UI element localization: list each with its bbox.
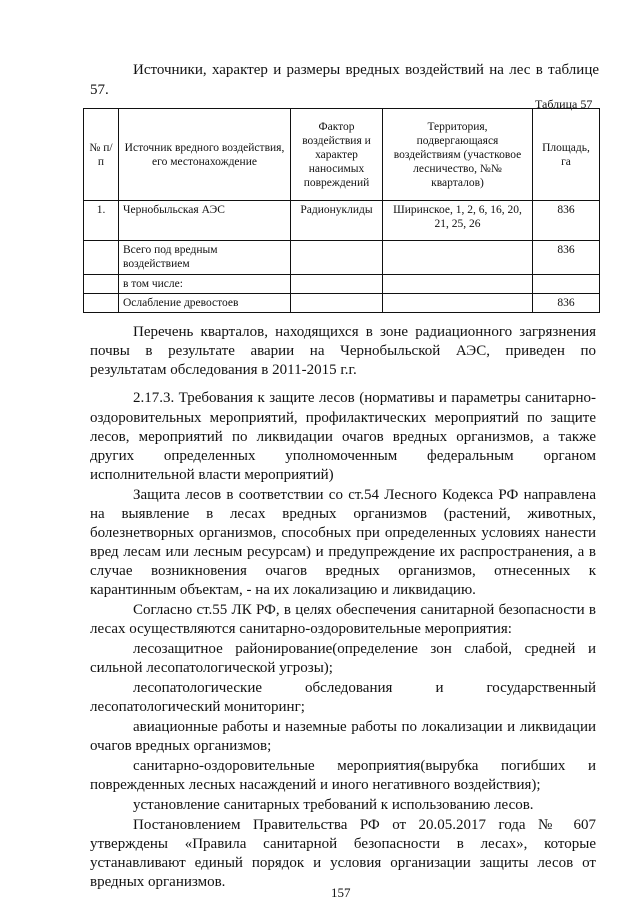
para-art55-line: Согласно ст.55 ЛК РФ, в целях обеспечения санитарной безопасности в	[133, 602, 596, 618]
total-territory	[383, 241, 533, 275]
para-decree-line: вредных организмов.	[90, 874, 226, 890]
measure-item: авиационные работы и наземные работы по локализации и ликвидации	[133, 719, 596, 735]
heading-line-2: 57.	[90, 82, 109, 98]
measure-item: лесозащитное районирование(определение зон слабой, средней и	[133, 641, 596, 657]
weakening-area: 836	[533, 294, 600, 313]
section-title-line: лесов, мероприятий по ликвидации очагов вредных организмов, а также	[90, 429, 596, 445]
heading-line-1: Источники, характер и размеры вредных воздействий на лес в таблице	[133, 62, 599, 78]
para-protection-line: на выявление в лесах вредных организмов (растений, животных,	[90, 506, 596, 522]
row1-territory: Ширинское, 1, 2, 6, 16, 20, 21, 25, 26	[383, 201, 533, 241]
weakening-label: Ослабление древостоев	[119, 294, 291, 313]
weakening-num	[84, 294, 119, 313]
total-label: Всего под вредным воздействием	[119, 241, 291, 275]
measure-item: санитарно-оздоровительные мероприятия(вырубка погибших и	[133, 758, 596, 774]
including-num	[84, 275, 119, 294]
row1-source: Чернобыльская АЭС	[119, 201, 291, 241]
measure-item: лесопатологические обследования и государственный	[133, 680, 596, 696]
row1-factor: Радионуклиды	[291, 201, 383, 241]
weakening-territory	[383, 294, 533, 313]
measure-item: лесопатологический мониторинг;	[90, 699, 305, 715]
table-caption: Таблица 57	[535, 97, 593, 111]
section-title-line: оздоровительных мероприятий, профилактических мероприятий по защите	[90, 410, 596, 426]
para-list-line: Перечень кварталов, находящихся в зоне радиационного загрязнения	[133, 324, 596, 340]
total-factor	[291, 241, 383, 275]
para-protection-line: болезнетворных организмов, способных при определенных условиях нанести	[90, 525, 596, 541]
para-protection-line: случае возникновения очагов вредных организмов, отнесенных к	[90, 563, 596, 579]
para-art55-line: лесах осуществляются санитарно-оздоровительные мероприятия:	[90, 621, 512, 637]
para-protection-line: карантинным объектам, - на их локализацию и ликвидацию.	[90, 582, 476, 598]
header-territory: Территория, подвергающаяся воздействиям (участковое лесничество, №№ кварталов)	[383, 109, 533, 201]
impact-table	[83, 108, 600, 313]
section-title-line: исполнительной власти мероприятий)	[90, 467, 334, 483]
header-source: Источник вредного воздействия, его местонахождение	[119, 109, 291, 201]
page-number: 157	[331, 885, 351, 900]
para-protection-line: Защита лесов в соответствии со ст.54 Лесного Кодекса РФ направлена	[133, 487, 596, 503]
total-area: 836	[533, 241, 600, 275]
header-factor: Фактор воздействия и характер наносимых повреждений	[291, 109, 383, 201]
para-protection-line: вред лесам или лесным ресурсам) и предупреждение их распространения, а в	[90, 544, 596, 560]
header-area: Площадь, га	[533, 109, 600, 201]
including-territory	[383, 275, 533, 294]
total-num	[84, 241, 119, 275]
weakening-factor	[291, 294, 383, 313]
para-decree-line: устанавливают единый порядок и условия организации защиты лесов от	[90, 855, 596, 871]
para-list-line: результатам обследования в 2011-2015 г.г.	[90, 362, 357, 378]
measure-item: сильной лесопатологической угрозы);	[90, 660, 333, 676]
header-num: № п/п	[84, 109, 119, 201]
including-area	[533, 275, 600, 294]
measure-item: очагов вредных организмов;	[90, 738, 272, 754]
including-label: в том числе:	[119, 275, 291, 294]
para-decree-line: утверждены «Правила санитарной безопасности в лесах», которые	[90, 836, 596, 852]
measure-item: установление санитарных требований к использованию лесов.	[133, 797, 534, 813]
para-decree-line: Постановлением Правительства РФ от 20.05.2017 года № 607	[133, 817, 596, 833]
section-title-line: 2.17.3. Требования к защите лесов (нормативы и параметры санитарно-	[133, 390, 596, 406]
measure-item: поврежденных лесных насаждений и иного негативного воздействия);	[90, 777, 541, 793]
including-factor	[291, 275, 383, 294]
row1-num: 1.	[84, 201, 119, 241]
row1-area: 836	[533, 201, 600, 241]
section-title-line: других определенных уполномоченным федеральным органом	[90, 448, 596, 464]
para-list-line: почвы в результате аварии на Чернобыльской АЭС, приведен по	[90, 343, 596, 359]
